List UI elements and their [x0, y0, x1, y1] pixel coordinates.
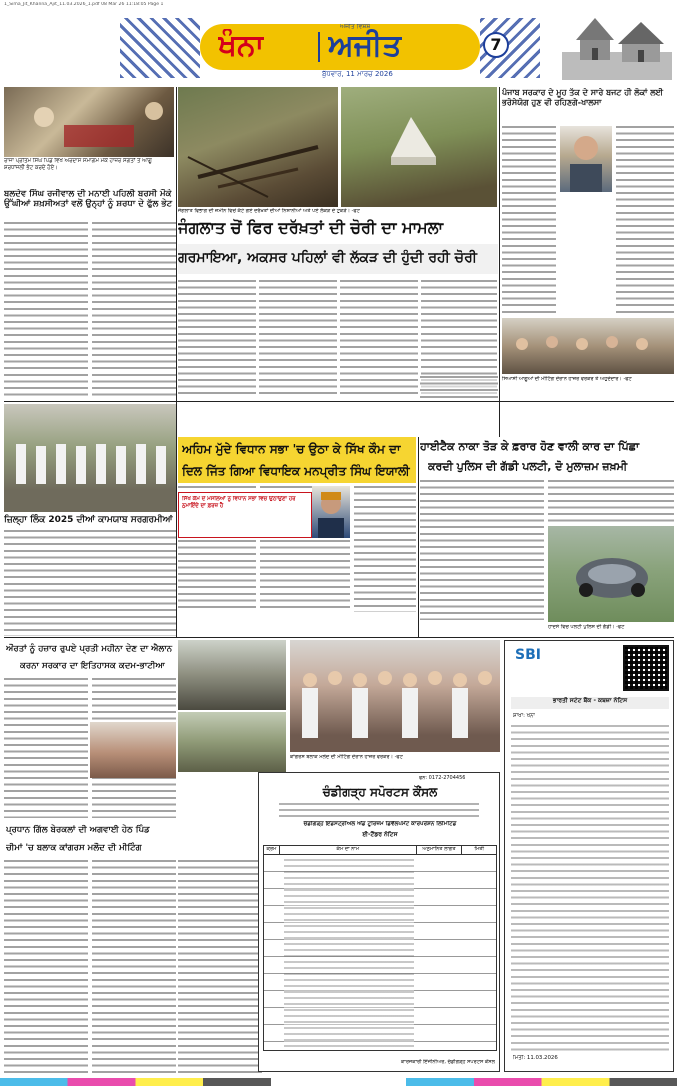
headline-police-2: ਕਰਦੀ ਪੁਲਿਸ ਦੀ ਗੱਡੀ ਪਲਟੀ, ਦੋ ਮੁਲਾਜ਼ਮ ਜ਼ਖ਼ਮੀ: [428, 460, 628, 473]
photo-ceremony: [4, 87, 174, 157]
sbi-date: ਮਿਤੀ: 11.03.2026: [513, 1055, 558, 1061]
vidhan-quote: ਸਿੱਖ ਕੌਮ ਦੇ ਮਸਲਿਆਂ ਨੂੰ ਵਿਧਾਨ ਸਭਾ ਵਿਚ ਉਠਾਉਣਾ ਹਰ ਨੁਮਾਇੰਦੇ ਦਾ ਫ਼ਰਜ਼ ਹੈ: [182, 496, 296, 509]
article-congress-col3: [178, 860, 262, 1074]
article-police-col1: [420, 480, 544, 620]
article-vidhan-col3: [354, 486, 416, 612]
rule-police-left: [418, 437, 419, 637]
masthead: [0, 10, 677, 84]
article-barsi-text-col2: [92, 222, 176, 400]
headline-forest-1: [178, 217, 498, 241]
headline-women-2: ਕਰਨਾ ਸਰਕਾਰ ਦਾ ਇਤਿਹਾਸਕ ਕਦਮ-ਭਾਟੀਆ: [20, 661, 165, 671]
photo-meeting: [502, 318, 674, 374]
article-forest-col3: [340, 280, 418, 398]
masthead-divider: [318, 32, 320, 62]
photo-group-tree: [4, 404, 176, 512]
article-barsi-text: [4, 222, 88, 400]
article-congress-col1: [4, 860, 88, 1074]
page-number: 7: [483, 32, 509, 58]
caption-forest: ਜੰਗਲਾਤ ਵਿਭਾਗ ਦੀ ਜ਼ਮੀਨ ਵਿਚੋਂ ਕੱਟੇ ਗਏ ਦਰੱਖ਼ਤਾਂ ਦੀਆਂ ਨਿਸ਼ਾਨੀਆਂ ਅਤੇ ਪਏ ਲੱਕੜ ਦੇ ਟੁਕੜੇ। -ਫੋਟੋ: [178, 208, 360, 214]
article-forest-col2: [259, 280, 337, 398]
rule-col1-right: [176, 87, 177, 637]
headline-congress-2: ਚੀਮਾਂ 'ਚ ਬਲਾਕ ਕਾਂਗਰਸ ਮਲੌਦ ਦੀ ਮੀਟਿੰਗ: [6, 843, 142, 853]
sbi-logo: SBI: [515, 647, 541, 663]
masthead-tag: ਅਜੀਤ ਵਿਸ਼ੇਸ਼: [340, 24, 371, 30]
headline-budget: ਪੰਜਾਬ ਸਰਕਾਰ ਦੇ ਮੂਹ ਤੱਕ ਦੇ ਸਾਰੇ ਬਜਟ ਹੀ ਲੋਕਾਂ ਲਈ ਭਰੋਸੇਯੋਗ ਹੁਣ ਵੀ ਰਹਿਣਗੇ-ਖਾਲਸਾ: [502, 88, 664, 107]
headline-vidhan-2: ਦਿਲ ਜਿੱਤ ਗਿਆ ਵਿਧਾਇਕ ਮਨਪ੍ਰੀਤ ਸਿੰਘ ਇਯਾਲੀ: [182, 464, 410, 478]
masthead-title-left: ਖੰਨਾ: [218, 29, 265, 63]
article-budget-col1: [502, 126, 556, 316]
article-police-col2: [548, 480, 674, 524]
color-bar: [0, 1078, 677, 1086]
article-women-col1: [4, 678, 88, 818]
temple-icon: [562, 12, 672, 80]
photo-congress-group: [290, 640, 500, 752]
rule-row3: [4, 637, 674, 638]
masthead-pattern-left: [120, 18, 200, 78]
photo-workers-2: [178, 712, 286, 772]
tender-org-title: ਚੰਡੀਗੜ੍ਹ ਸਪੋਰਟਸ ਕੌਂਸਲ: [322, 785, 438, 799]
headline-barsi: ਬਲਦੇਵ ਸਿੰਘ ਰਜੀਵਾਲ ਦੀ ਮਨਾਈ ਪਹਿਲੀ ਬਰਸੀ ਮੌਕੇ ਉੱਘੀਆਂ ਸ਼ਖ਼ਸੀਅਤਾਂ ਵਲੋਂ ਉਨ੍ਹਾਂ ਨੂੰ ਸ਼ਰਧਾ ਦੇ ਫੁੱਲ ਭੇਟ: [4, 189, 173, 209]
caption-congress: ਕਾਂਗਰਸ ਬਲਾਕ ਮਲੌਦ ਦੀ ਮੀਟਿੰਗ ਦੌਰਾਨ ਹਾਜ਼ਰ ਵਰਕਰ। -ਫੋਟੋ: [290, 754, 403, 760]
sbi-notice: [504, 640, 674, 1072]
tender-notice: [258, 772, 500, 1072]
tender-notice-title: ਚੰਡੀਗੜ੍ਹ ਇੰਡਸਟ੍ਰੀਅਲ ਐਂਡ ਟੂਰਿਜ਼ਮ ਡਿਵੈਲਪਮੈਂਟ ਕਾਰਪੋਰੇਸ਼ਨ ਲਿਮਿਟਿਡ: [303, 821, 457, 827]
tender-table-rows: [284, 859, 414, 1047]
tender-col-name: ਕੰਮ ਦਾ ਨਾਮ: [280, 846, 417, 854]
masthead-title-right: ਅਜੀਤ: [328, 29, 402, 63]
caption-budget: ਸਿਆਸੀ ਆਗੂਆਂ ਦੀ ਮੀਟਿੰਗ ਦੌਰਾਨ ਹਾਜ਼ਰ ਵਰਕਰ ਤੇ ਅਹੁਦੇਦਾਰ। -ਫੋਟੋ: [502, 376, 632, 382]
headline-congress-1: ਪ੍ਰਧਾਨ ਗਿੱਲ ਬੇਰਕਲਾਂ ਦੀ ਅਗਵਾਈ ਹੇਠ ਪਿੰਡ: [6, 825, 150, 835]
tender-table-header: [263, 845, 497, 855]
sbi-notice-heading: ਭਾਰਤੀ ਸਟੇਟ ਬੈਂਕ - ਕਬਜ਼ਾ ਨੋਟਿਸ: [511, 697, 669, 709]
headline-police-1: ਹਾਈਟੈਕ ਨਾਕਾ ਤੋੜ ਕੇ ਫ਼ਰਾਰ ਹੋਣ ਵਾਲੀ ਕਾਰ ਦਾ ਪਿੱਛਾ: [420, 440, 640, 453]
tender-notice-sub: ਈ-ਟੈਂਡਰ ਨੋਟਿਸ: [362, 831, 398, 838]
photo-mla-portrait: [312, 486, 350, 538]
masthead-logo-block: [200, 24, 480, 70]
headline-forest-2: ਗਰਮਾਇਆ, ਅਕਸਰ ਪਹਿਲਾਂ ਵੀ ਲੱਕੜ ਦੀ ਹੁੰਦੀ ਰਹੀ ਚੋਰੀ: [178, 244, 498, 274]
photo-leader-portrait: [560, 126, 612, 192]
temple-illustration: [562, 12, 672, 80]
photo-forest-1: [178, 87, 338, 207]
sbi-branch: ਸ਼ਾਖਾ: ਖੰਨਾ: [513, 713, 535, 719]
photo-workers-small: [178, 640, 286, 710]
tender-col-sno: ਕ੍ਰਮ: [264, 846, 280, 854]
rule-row2: [4, 401, 674, 402]
tender-address: [279, 803, 479, 817]
sbi-body: [511, 725, 669, 1051]
tender-col-date: ਮਿਤੀ: [474, 846, 484, 852]
photo-women-group: [90, 722, 176, 778]
tender-phone: ਫੋਨ: 0172-2704456: [419, 775, 466, 781]
headline-district-link: ਜ਼ਿਲ੍ਹਾ ਲਿੰਕ 2025 ਦੀਆਂ ਕਾਮਯਾਬ ਸਰਗਰਮੀਆਂ: [4, 515, 173, 525]
article-vidhan-col4: [178, 540, 256, 612]
tender-table-body: [263, 855, 497, 1051]
article-congress-col2: [92, 860, 176, 1074]
vidhan-headline-box: [178, 437, 416, 483]
article-district-link: [4, 530, 176, 636]
caption-ceremony: ਰਾਜਾ ਪ੍ਰੀਤਮ ਸਿੰਘ ਪਿੰਡ ਵਿਖੇ ਅਰਦਾਸ ਸਮਾਗਮ ਮੌਕੇ ਹਾਜ਼ਰ ਸੰਗਤਾਂ ਤੇ ਆਗੂ ਸ਼ਰਧਾਂਜਲੀ ਭੇਟ ਕਰਦੇ ਹੋਏ।: [4, 158, 152, 171]
article-vidhan-col5: [260, 540, 350, 612]
headline-forest-1-text: ਜੰਗਲਾਤ ਚੋਂ ਫਿਰ ਦਰੱਖ਼ਤਾਂ ਦੀ ਚੋਰੀ ਦਾ ਮਾਮਲਾ: [178, 218, 444, 237]
headline-women-1: ਔਰਤਾਂ ਨੂੰ ਹਜ਼ਾਰ ਰੁਪਏ ਪ੍ਰਤੀ ਮਹੀਨਾ ਦੇਣ ਦਾ ਐਲਾਨ: [6, 644, 173, 654]
headline-vidhan-1: ਅਹਿਮ ਮੁੱਦੇ ਵਿਧਾਨ ਸਭਾ 'ਚ ਉਠਾ ਕੇ ਸਿੱਖ ਕੌਮ ਦਾ: [182, 442, 401, 456]
article-forest-col1: [178, 280, 256, 398]
vidhan-quote-box: [178, 492, 312, 538]
rule-main-right: [499, 87, 500, 437]
article-budget-tail: [420, 376, 498, 400]
qr-code-icon: [623, 645, 669, 691]
tender-footer: ਕਾਰਜਕਾਰੀ ਇੰਜੀਨੀਅਰ, ਚੰਡੀਗੜ੍ਹ ਸਪੋਰਟਸ ਕੌਂਸਲ: [401, 1059, 495, 1065]
article-budget-col2: [616, 126, 674, 316]
tender-col-cost: ਅਨੁਮਾਨਿਤ ਲਾਗਤ: [417, 846, 463, 854]
photo-overturned-car: [548, 526, 674, 622]
caption-car: ਹਾਦਸੇ ਵਿਚ ਪਲਟੀ ਪੁਲਿਸ ਦੀ ਗੱਡੀ। -ਫੋਟੋ: [548, 624, 625, 630]
masthead-date: ਬੁੱਧਵਾਰ, 11 ਮਾਰਚ 2026: [322, 70, 393, 78]
print-meta-strip: 1_Sima_Jit_Khanna_Ajit_11.03.2026_1.pdf 08 Mar 26 11:18:05 Page 1: [4, 2, 164, 7]
photo-forest-2: [341, 87, 497, 207]
